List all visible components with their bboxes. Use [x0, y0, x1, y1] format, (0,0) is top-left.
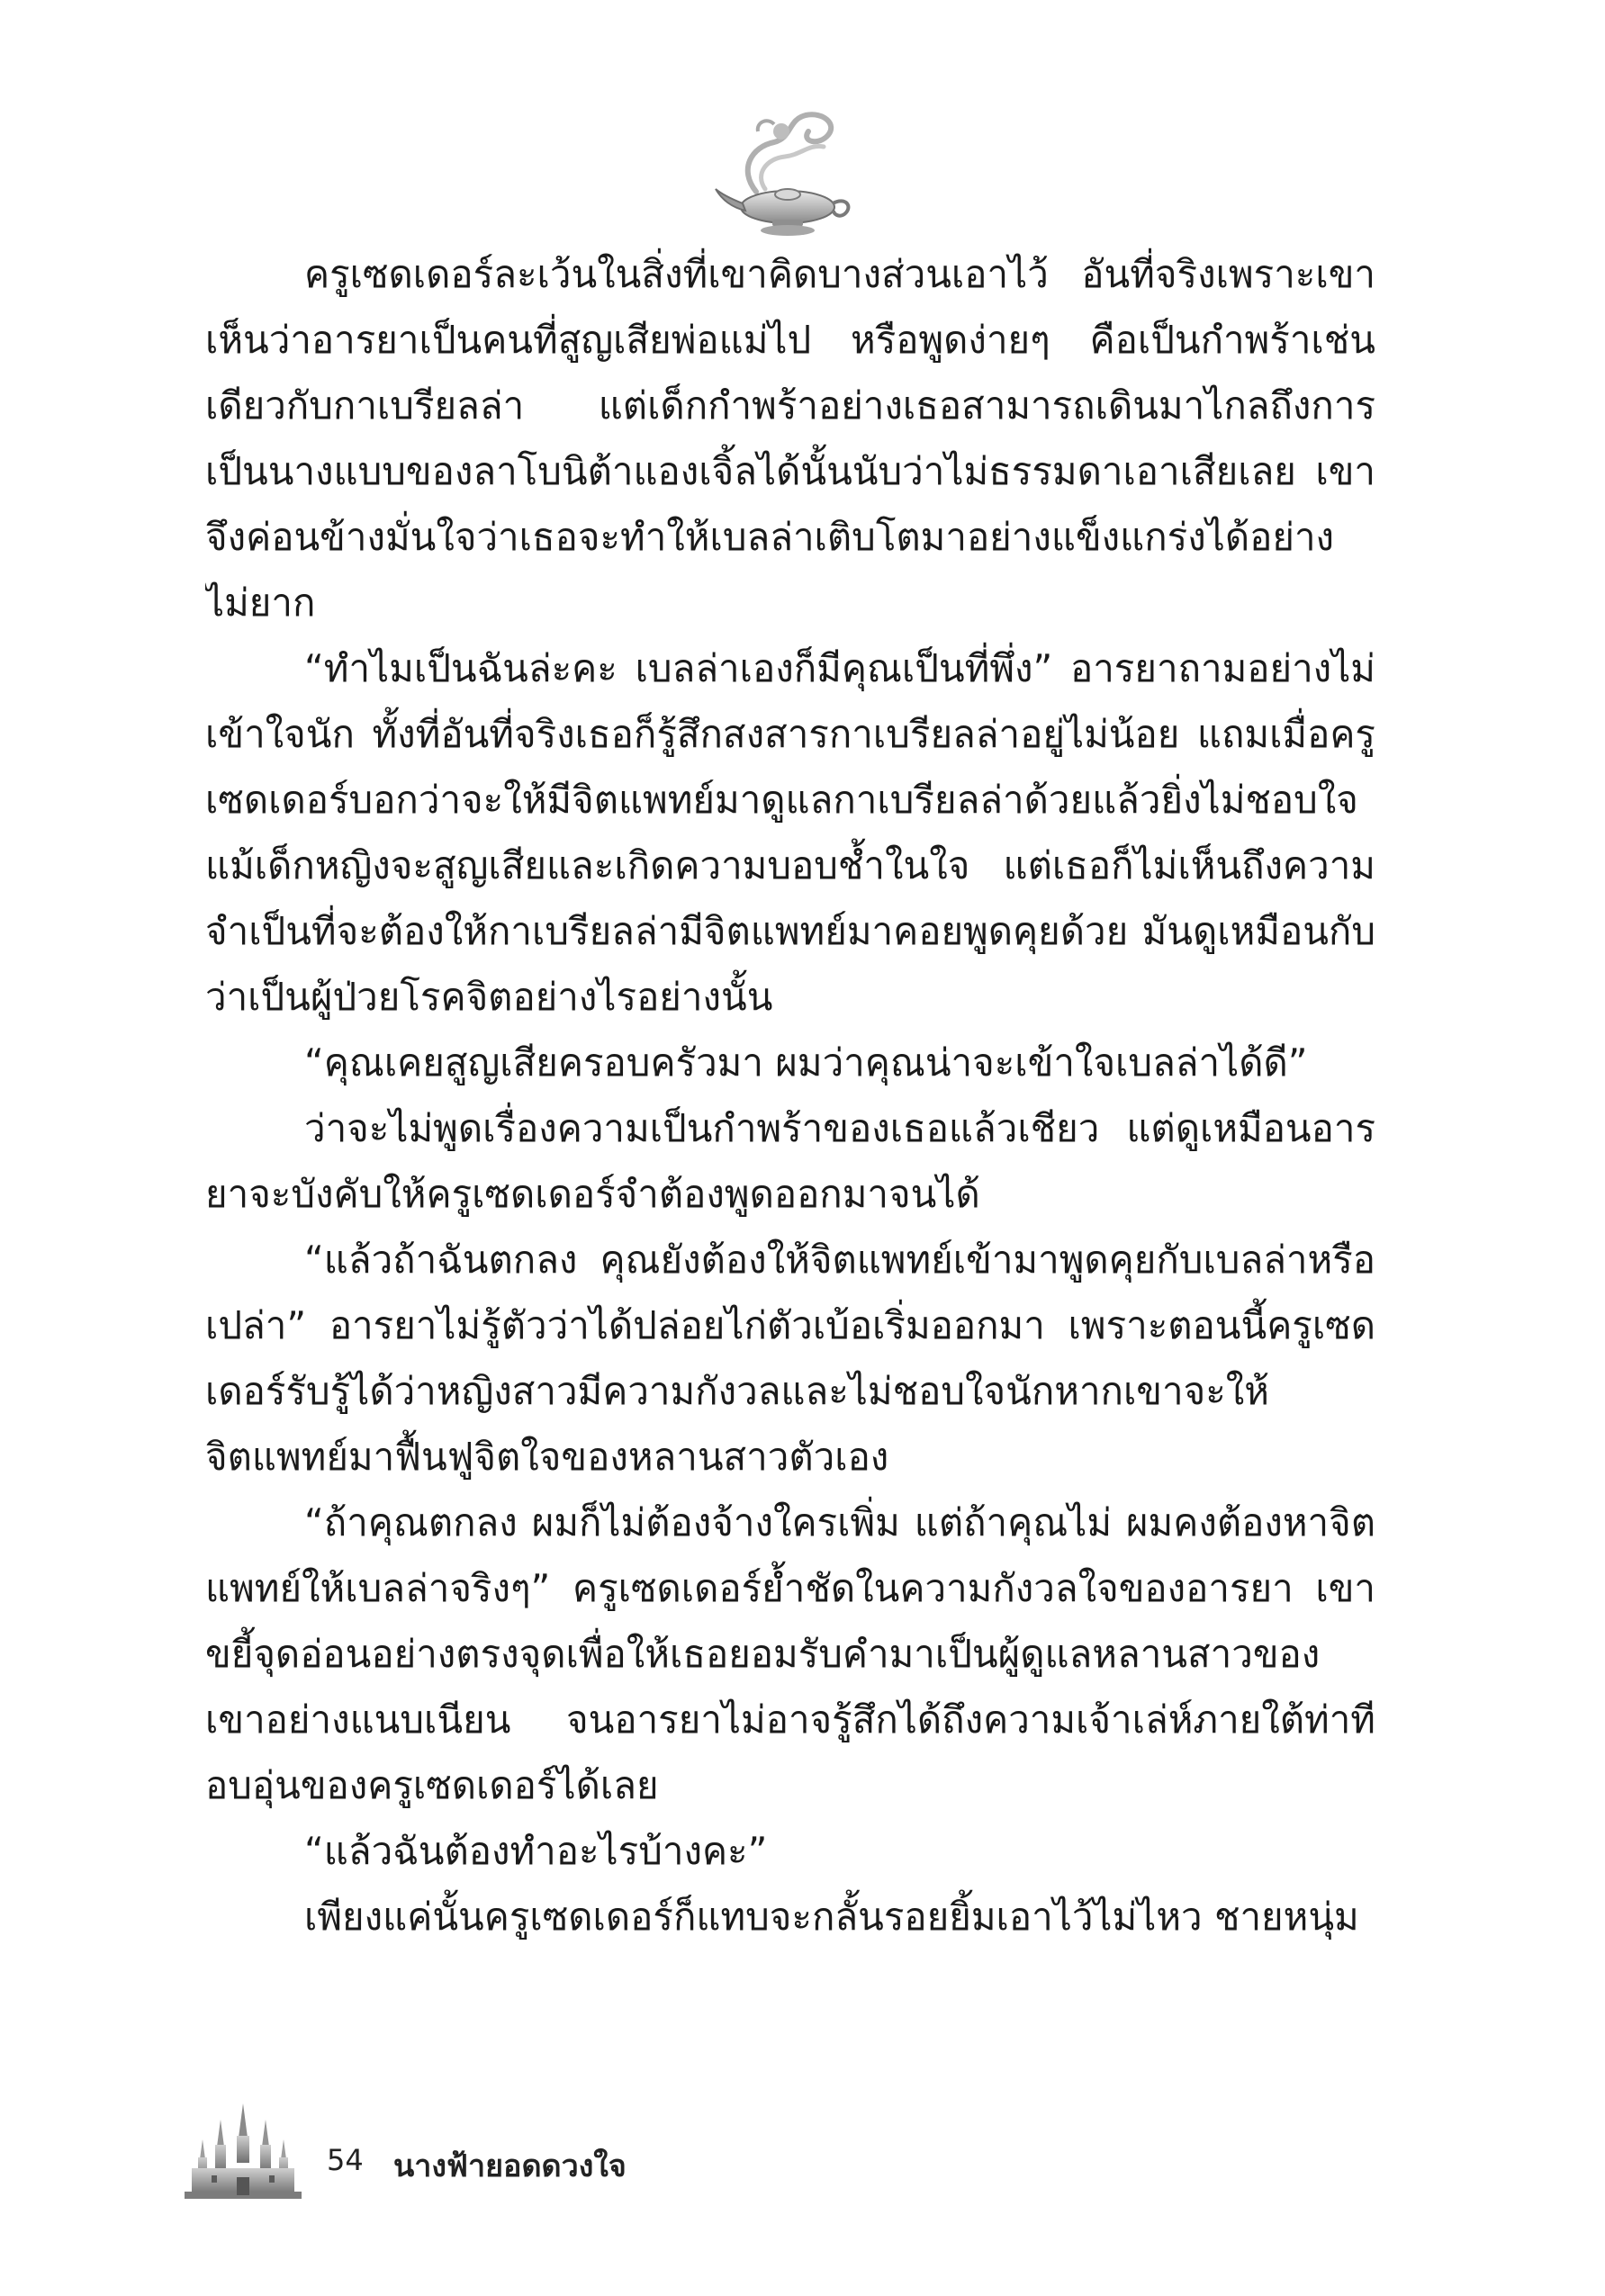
castle-icon — [185, 2102, 302, 2201]
genie-lamp-icon — [702, 106, 864, 241]
paragraph: ว่าจะไม่พูดเรื่องความเป็นกำพร้าของเธอแล้วเชียว แต่ดูเหมือนอารยาจะบังคับให้ครูเซดเดอร์จำต้องพูดออกมาจนได้ — [205, 1106, 1375, 1216]
body-text — [205, 241, 1375, 2095]
paragraph: ครูเซดเดอร์ละเว้นในสิ่งที่เขาคิดบางส่วนเอาไว้ อันที่จริงเพราะเขาเห็นว่าอารยาเป็นคนที่สูญเสียพ่อแม่ไป หรือพูดง่ายๆ คือเป็นกำพร้าเช่นเดียวกับกาเบรียลล่า แต่เด็กกำพร้าอย่างเธอสามารถเดินมาไกลถึงการเป็นนางแบบของลาโบนิต้าแองเจิ้ลได้นั้นนับว่าไม่ธรรมดาเอาเสียเลย เขาจึงค่อนข้างมั่นใจว่าเธอจะทำให้เบลล่าเติบโตมาอย่างแข็งแกร่งได้อย่างไม่ยาก — [205, 252, 1375, 625]
page-footer — [185, 2102, 815, 2210]
paragraph: เพียงแค่นั้นครูเซดเดอร์ก็แทบจะกลั้นรอยยิ้มเอาไว้ไม่ไหว ชายหนุ่ม — [304, 1895, 1359, 1939]
book-title: นางฟ้ายอดดวงใจ — [393, 2148, 627, 2184]
paragraph: “คุณเคยสูญเสียครอบครัวมา ผมว่าคุณน่าจะเข้าใจเบลล่าได้ดี” — [304, 1040, 1308, 1085]
page-number: 54 — [327, 2143, 364, 2177]
paragraph: “แล้วฉันต้องทำอะไรบ้างคะ” — [304, 1829, 768, 1873]
paragraph: “แล้วถ้าฉันตกลง คุณยังต้องให้จิตแพทย์เข้ามาพูดคุยกับเบลล่าหรือเปล่า” อารยาไม่รู้ตัวว่าได้ปล่อยไก่ตัวเบ้อเริ่มออกมา เพราะตอนนี้ครูเซดเดอร์รับรู้ได้ว่าหญิงสาวมีความกังวลและไม่ชอบใจนักหากเขาจะให้จิตแพทย์มาฟื้นฟูจิตใจของหลานสาวตัวเอง — [205, 1238, 1375, 1479]
paragraph: “ทำไมเป็นฉันล่ะคะ เบลล่าเองก็มีคุณเป็นที่พึ่ง” อารยาถามอย่างไม่เข้าใจนัก ทั้งที่อันที่จริงเธอก็รู้สึกสงสารกาเบรียลล่าอยู่ไม่น้อย แถมเมื่อครูเซดเดอร์บอกว่าจะให้มีจิตแพทย์มาดูแลกาเบรียลล่าด้วยแล้วยิ่งไม่ชอบใจ แม้เด็กหญิงจะสูญเสียและเกิดความบอบช้ำในใจ แต่เธอก็ไม่เห็นถึงความจำเป็นที่จะต้องให้กาเบรียลล่ามีจิตแพทย์มาคอยพูดคุยด้วย มันดูเหมือนกับว่าเป็นผู้ป่วยโรคจิตอย่างไรอย่างนั้น — [205, 646, 1375, 1019]
paragraph: “ถ้าคุณตกลง ผมก็ไม่ต้องจ้างใครเพิ่ม แต่ถ้าคุณไม่ ผมคงต้องหาจิตแพทย์ให้เบลล่าจริงๆ” ครูเซดเดอร์ย้ำชัดในความกังวลใจของอารยา เขาขยี้จุดอ่อนอย่างตรงจุดเพื่อให้เธอยอมรับคำมาเป็นผู้ดูแลหลานสาวของเขาอย่างแนบเนียน จนอารยาไม่อาจรู้สึกได้ถึงความเจ้าเล่ห์ภายใต้ท่าทีอบอุ่นของครูเซดเดอร์ได้เลย — [205, 1500, 1375, 1807]
